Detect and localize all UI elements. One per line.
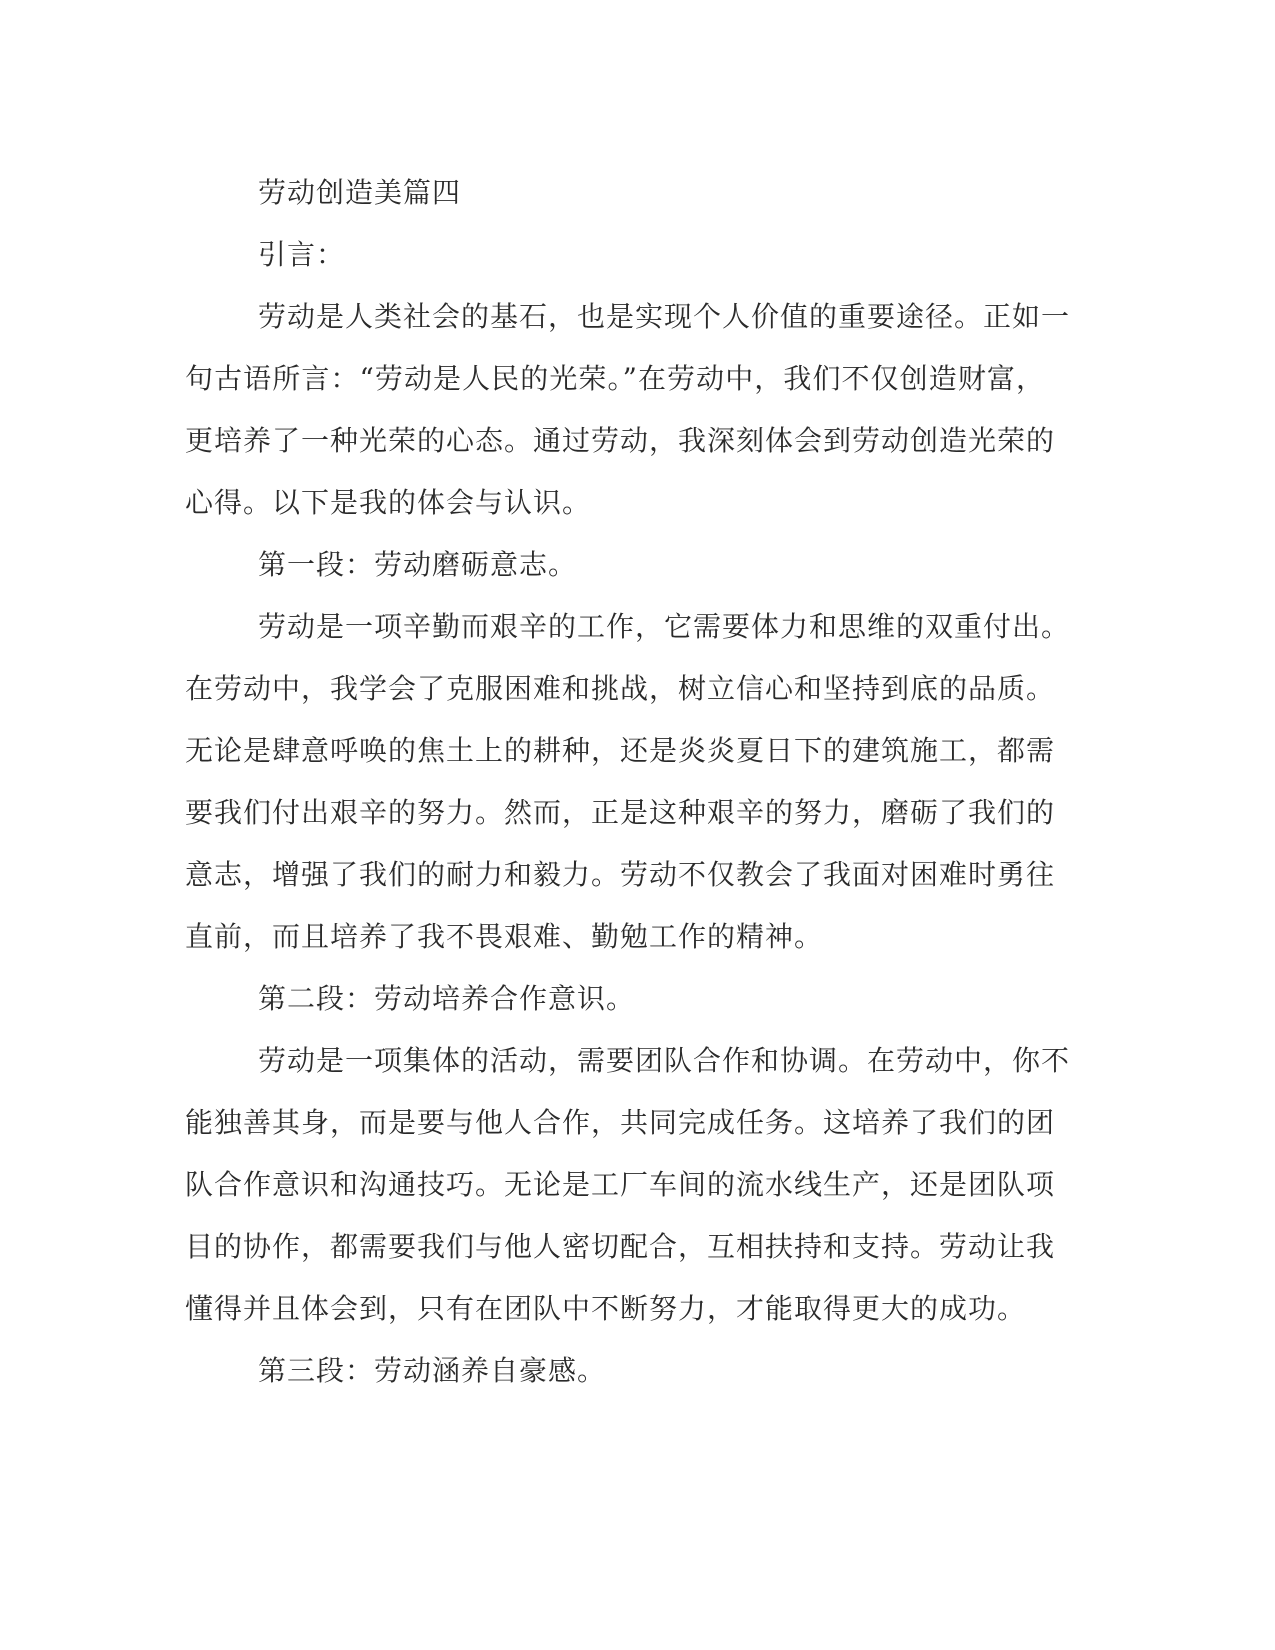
paragraph-line: 要我们付出艰辛的努力。然而，正是这种艰辛的努力，磨砺了我们的 (185, 796, 1056, 829)
paragraph-line: 心得。以下是我的体会与认识。 (185, 486, 592, 519)
paragraph-line: 懂得并且体会到，只有在团队中不断努力，才能取得更大的成功。 (185, 1292, 1027, 1325)
section2-paragraph (185, 1030, 1071, 1340)
paragraph-line: 意志，增强了我们的耐力和毅力。劳动不仅教会了我面对困难时勇往 (185, 858, 1056, 891)
section3-heading: 第三段：劳动涵养自豪感。 (258, 1354, 607, 1387)
paragraph-line: 更培养了一种光荣的心态。通过劳动，我深刻体会到劳动创造光荣的 (185, 424, 1056, 457)
paragraph-line: 劳动是一项辛勤而艰辛的工作，它需要体力和思维的双重付出。 (258, 610, 1071, 643)
intro-label: 引言： (258, 238, 346, 271)
paragraph-line: 队合作意识和沟通技巧。无论是工厂车间的流水线生产，还是团队项 (185, 1168, 1056, 1201)
document-body (185, 162, 1071, 1402)
document-title: 劳动创造美篇四 (258, 176, 462, 209)
paragraph-line: 句古语所言：“劳动是人民的光荣。”在劳动中，我们不仅创造财富， (185, 362, 1045, 395)
paragraph-line: 劳动是一项集体的活动，需要团队合作和协调。在劳动中，你不 (258, 1044, 1071, 1077)
intro-paragraph (185, 286, 1071, 534)
section1-heading: 第一段：劳动磨砺意志。 (258, 548, 578, 581)
paragraph-line: 在劳动中，我学会了克服困难和挑战，树立信心和坚持到底的品质。 (185, 672, 1056, 705)
paragraph-line: 直前，而且培养了我不畏艰难、勤勉工作的精神。 (185, 920, 824, 953)
paragraph-line: 目的协作，都需要我们与他人密切配合，互相扶持和支持。劳动让我 (185, 1230, 1056, 1263)
paragraph-line: 能独善其身，而是要与他人合作，共同完成任务。这培养了我们的团 (185, 1106, 1056, 1139)
paragraph-line: 劳动是人类社会的基石，也是实现个人价值的重要途径。正如一 (258, 300, 1071, 333)
paragraph-line: 无论是肆意呼唤的焦土上的耕种，还是炎炎夏日下的建筑施工，都需 (185, 734, 1056, 767)
section2-heading: 第二段：劳动培养合作意识。 (258, 982, 636, 1015)
section1-paragraph (185, 596, 1071, 968)
